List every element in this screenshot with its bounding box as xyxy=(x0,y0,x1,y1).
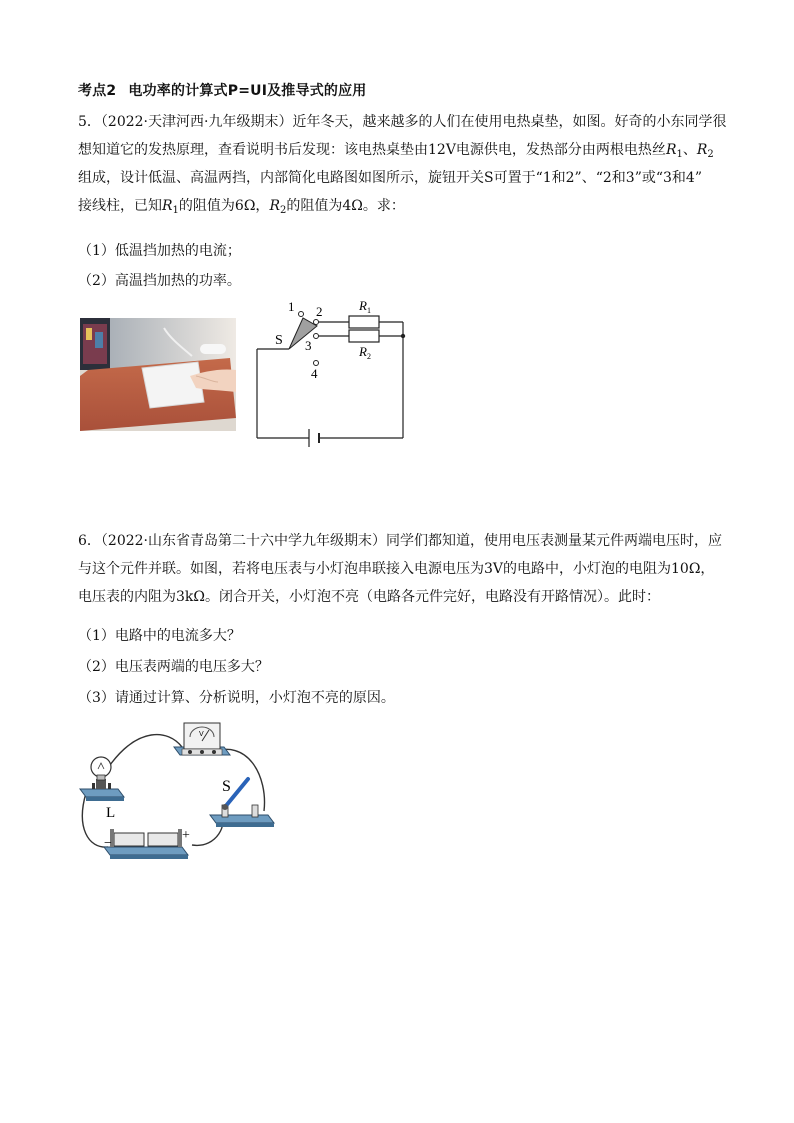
q5-line4-b: 的阻值为6Ω， xyxy=(178,198,270,214)
terminal-4 xyxy=(314,361,319,366)
q5-sub-question-1: （1）低温挡加热的电流； xyxy=(78,243,241,259)
lamp-bulb xyxy=(91,757,111,777)
q5-source: （2022·天津河西·九年级期末） xyxy=(100,114,293,130)
q5-line1-text: 近年冬天，越来越多的人们在使用电热桌垫，如图。好奇的小东同学很 xyxy=(292,114,727,130)
resistor-r1 xyxy=(349,316,379,328)
q5-line2-text: 想知道它的发热原理，查看说明书后发现：该电热桌垫由12V电源供电，发热部分由两根电热丝 xyxy=(78,142,666,158)
q6-line-2: 与这个元件并联。如图，若将电压表与小灯泡串联接入电源电压为3V的电路中，小灯泡的电阻为10Ω， xyxy=(78,561,715,577)
q6-line-1 xyxy=(78,527,722,555)
terminal-3 xyxy=(314,334,319,339)
label-r2: $R_2$ xyxy=(359,344,371,361)
battery-cell-1 xyxy=(114,833,144,846)
battery-holder xyxy=(104,847,188,855)
label-terminal-3: 3 xyxy=(305,338,312,353)
q5-r2-subscript: 2 xyxy=(707,149,714,160)
battery-plus-label: + xyxy=(182,828,190,843)
question-6-text xyxy=(78,527,722,611)
q6-line1-text: 同学们都知道，使用电压表测量某元件两端电压时，应 xyxy=(386,533,722,549)
label-terminal-4: 4 xyxy=(311,366,318,381)
q5-line-3: 组成，设计低温、高温两挡，内部简化电路图如图所示，旋钮开关S可置于“1和2”、“2和3”或“3和4” xyxy=(78,170,702,186)
q5-sub-question-2: （2）高温挡加热的功率。 xyxy=(78,273,241,289)
battery-cell-2 xyxy=(148,833,178,846)
section-title: 电功率的计算式P=UI及推导式的应用 xyxy=(128,83,367,99)
label-terminal-2: 2 xyxy=(316,304,323,319)
question-5-text xyxy=(78,108,727,220)
terminal-2 xyxy=(314,320,319,325)
q5-line4-r2: R xyxy=(269,198,280,214)
q5-line-4 xyxy=(78,192,718,220)
q6-sub-question-3: （3）请通过计算、分析说明，小灯泡不亮的原因。 xyxy=(78,690,395,706)
q5-r2-symbol: R xyxy=(696,142,708,158)
q6-source: （2022·山东省青岛第二十六中学九年级期末） xyxy=(100,533,386,549)
q5-line4-r1-sub: 1 xyxy=(172,205,179,216)
q6-sub-question-1: （1）电路中的电流多大？ xyxy=(78,628,241,644)
q5-separator: 、 xyxy=(682,142,697,158)
resistor-r2 xyxy=(349,330,379,342)
q5-line4-r2-sub: 2 xyxy=(279,205,287,216)
battery-minus-label: − xyxy=(104,836,112,851)
voltmeter-label: V xyxy=(199,731,204,738)
lamp-label: L xyxy=(106,805,116,821)
q5-line4-r1: R xyxy=(162,198,173,214)
q5-line4-a: 接线柱，已知 xyxy=(78,198,162,214)
q5-line-2 xyxy=(78,136,718,164)
section-label: 考点2 xyxy=(78,83,117,99)
switch-base xyxy=(210,815,274,823)
label-terminal-1: 1 xyxy=(288,299,295,314)
q6-physical-circuit-figure xyxy=(78,717,288,873)
q5-line-1 xyxy=(78,108,727,136)
switch-label: S xyxy=(222,778,231,795)
q6-number: 6． xyxy=(78,533,101,549)
heated-desk-pad-photo xyxy=(80,318,236,431)
q5-line4-c: 的阻值为4Ω。求： xyxy=(286,198,405,214)
label-r1: $R_1$ xyxy=(359,298,371,315)
q5-r1-subscript: 1 xyxy=(676,149,683,160)
label-switch-s: S xyxy=(275,333,283,348)
q5-number: 5． xyxy=(78,114,101,130)
rotary-switch-blade xyxy=(289,318,317,349)
q6-line-3: 电压表的内阻为3kΩ。闭合开关，小灯泡不亮（电路各元件完好，电路没有开路情况）。此时： xyxy=(78,589,660,605)
q6-sub-question-2: （2）电压表两端的电压多大？ xyxy=(78,659,269,675)
junction-dot xyxy=(401,334,405,338)
q5-circuit-diagram xyxy=(255,296,415,460)
section-heading xyxy=(78,80,367,100)
lamp-base xyxy=(80,789,124,797)
terminal-1 xyxy=(299,312,304,317)
q5-r1-symbol: R xyxy=(665,142,677,158)
